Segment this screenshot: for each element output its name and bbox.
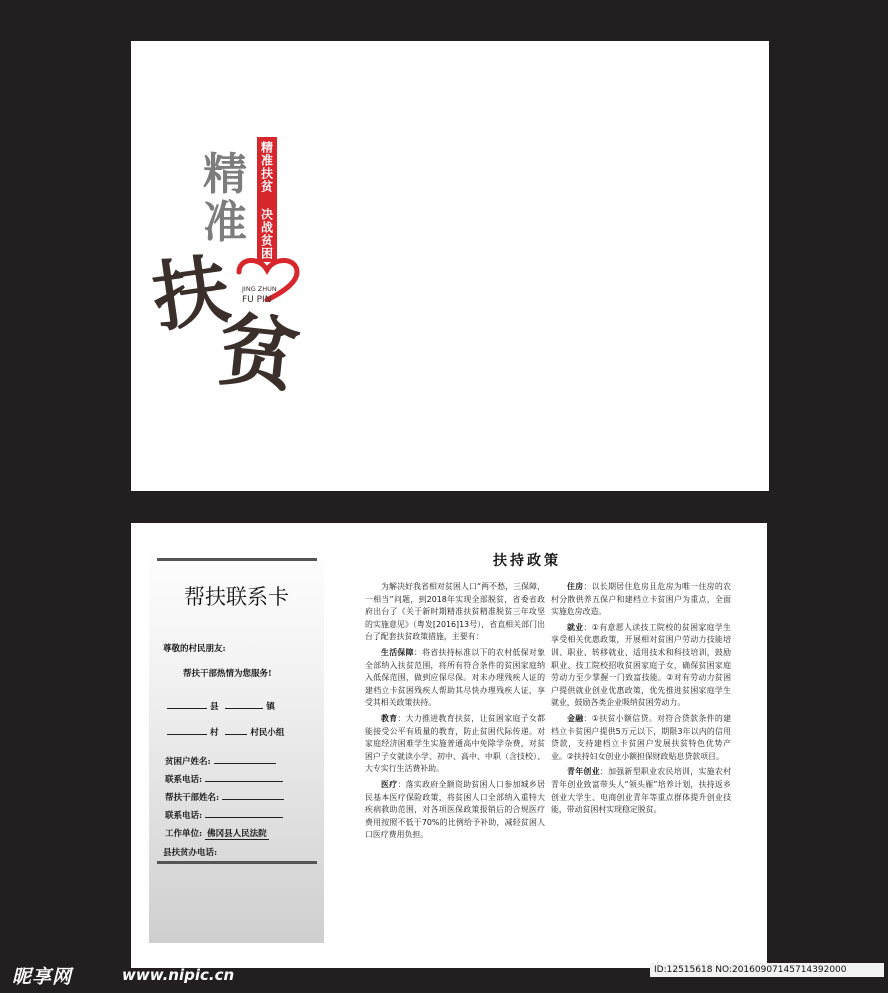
title-char-pin: 贫 — [214, 302, 304, 404]
policy-column-left — [365, 581, 545, 845]
contact-card — [149, 543, 324, 943]
card-top-rule — [157, 558, 317, 561]
phone-blank-2[interactable] — [205, 808, 283, 818]
card-bottom-rule — [157, 861, 317, 864]
slogan-text: 精准扶贫 决战贫困 — [259, 141, 274, 260]
title-char-jing: 精 — [203, 149, 247, 200]
work-unit-value: 佛冈县人民法院 — [207, 829, 267, 839]
policy-item-finance — [551, 713, 731, 763]
office-phone-label: 县扶贫办电话: — [163, 848, 218, 858]
card-greeting: 尊敬的村民朋友: — [163, 644, 226, 654]
policy-item-text: ：以长期居住危房且危房为唯一住房的农村分散供养五保户和建档立卡贫困户为重点，全面实施危房改造。 — [551, 582, 731, 617]
cadre-row — [165, 790, 284, 803]
policy-item-head: 教育 — [381, 713, 398, 723]
policy-item-youth — [551, 766, 731, 816]
phone-blank-1[interactable] — [205, 772, 283, 782]
cadre-label: 帮扶干部姓名: — [165, 793, 220, 803]
work-unit-label: 工作单位: — [165, 829, 203, 839]
card-service: 帮扶干部热情为您服务! — [183, 669, 272, 679]
policy-item-housing — [551, 581, 731, 619]
phone-label-1: 联系电话: — [165, 775, 203, 785]
title-char-zhun: 准 — [203, 197, 247, 248]
household-blank[interactable] — [214, 754, 276, 764]
policy-item-text: ：将省扶持标准以下的农村低保对象全部纳入扶贫范围，将所有符合条件的贫困家庭纳入低保范围，做到应保尽保。对未办理残疾人证的建档立卡贫困残疾人帮助其尽快办理残疾人证，享受其相关政策扶持。 — [365, 647, 545, 708]
card-address-line-1 — [167, 699, 275, 712]
back-page — [131, 523, 767, 968]
policy-item-education — [365, 713, 545, 776]
policy-title: 扶持政策 — [493, 553, 561, 569]
policy-item-head: 医疗 — [381, 779, 398, 789]
watermark-logo: 昵享网 — [12, 966, 73, 988]
policy-item-head: 住房 — [567, 582, 584, 591]
phone-row-1 — [165, 772, 283, 785]
pinyin-jing-zhun: JING ZHUN — [242, 285, 277, 293]
work-unit-row — [165, 827, 269, 839]
pinyin-fu-pin: FU PIN — [242, 295, 272, 305]
policy-item-employment — [551, 622, 731, 710]
watermark-id: ID:12515618 NO:20160907145714392000 — [650, 963, 884, 977]
policy-column-right — [551, 581, 731, 820]
village-label: 村 — [209, 728, 219, 738]
policy-item-head: 青年创业 — [567, 767, 600, 777]
town-blank[interactable] — [225, 699, 263, 709]
policy-item-text: ：大力推进教育扶贫，让贫困家庭子女都能接受公平有质量的教育，防止贫困代际传递。对家庭经济困难学生实施普通高中免除学杂费，对贫困户子女就读小学、初中、高中、中职（含技校）、大专实行生活费补助。 — [365, 713, 545, 774]
policy-item-text: ：加强新型职业农民培训，实施农村青年创业致富带头人“领头雁”培养计划，扶持返乡创业大学生、电商创业青年等重点群体提升创业技能，带动贫困村实现稳定脱贫。 — [551, 767, 731, 815]
title-char-fu: 扶 — [147, 244, 235, 343]
cadre-blank[interactable] — [222, 790, 284, 800]
household-row — [165, 754, 276, 767]
policy-item-living — [365, 647, 545, 710]
policy-item-head: 就业 — [567, 622, 584, 632]
phone-label-2: 联系电话: — [165, 811, 203, 821]
slogan-banner — [257, 137, 277, 262]
policy-item-text: ：落实政府全额资助贫困人口参加城乡居民基本医疗保险政策，将贫困人口全部纳入重特大疾病救助范围，对各项医保政策报销后的合规医疗费用按照不低于70%的比例给予补助，减轻贫困人口医疗费用负担。 — [365, 779, 545, 840]
policy-intro: 为解决好我省相对贫困人口“两不愁，三保障，一相当”问题，到2018年实现全部脱贫，省委省政府出台了《关于新时期精准扶贫精准脱贫三年攻坚的实施意见》（粤发[2016]13号），省直相关部门出台了配套扶贫政策措施，主要有： — [365, 582, 545, 642]
household-label: 贫困户姓名: — [165, 757, 211, 767]
village-blank[interactable] — [167, 725, 207, 735]
watermark-url: www.nipic.cn — [122, 966, 235, 984]
phone-row-2 — [165, 808, 283, 821]
county-label: 县 — [209, 702, 219, 712]
cover-page — [131, 41, 769, 491]
group-label: 村民小组 — [250, 728, 285, 738]
policy-item-text: ：①有意愿人读技工院校的贫困家庭学生享受相关优惠政策，开展相对贫困户劳动力技能培训、职业、转移就业、适用技术和科技培训，鼓励职业、技工院校招收贫困家庭子女，确保贫困家庭劳动力至少掌握一门致富技能。②对有劳动力贫困户提供就业创业优惠政策，优先推进贫困家庭学生就业，鼓励各类企业吸纳贫困劳动力。 — [551, 622, 731, 708]
county-blank[interactable] — [167, 699, 207, 709]
policy-item-text: ：①扶贫小额信贷。对符合贷款条件的建档立卡贫困户提供5万元以下，期限3年以内的信用贷款，支持建档立卡贫困户发展扶贫特色优势产业。②扶持妇女创业小额担保财政贴息贷款项目。 — [551, 713, 731, 761]
group-blank[interactable] — [225, 725, 247, 735]
card-title: 帮扶联系卡 — [184, 585, 289, 609]
policy-item-medical — [365, 779, 545, 842]
town-label: 镇 — [266, 702, 275, 712]
policy-item-head: 生活保障 — [381, 647, 414, 657]
card-address-line-2 — [167, 725, 284, 738]
policy-item-head: 金融 — [567, 713, 584, 723]
